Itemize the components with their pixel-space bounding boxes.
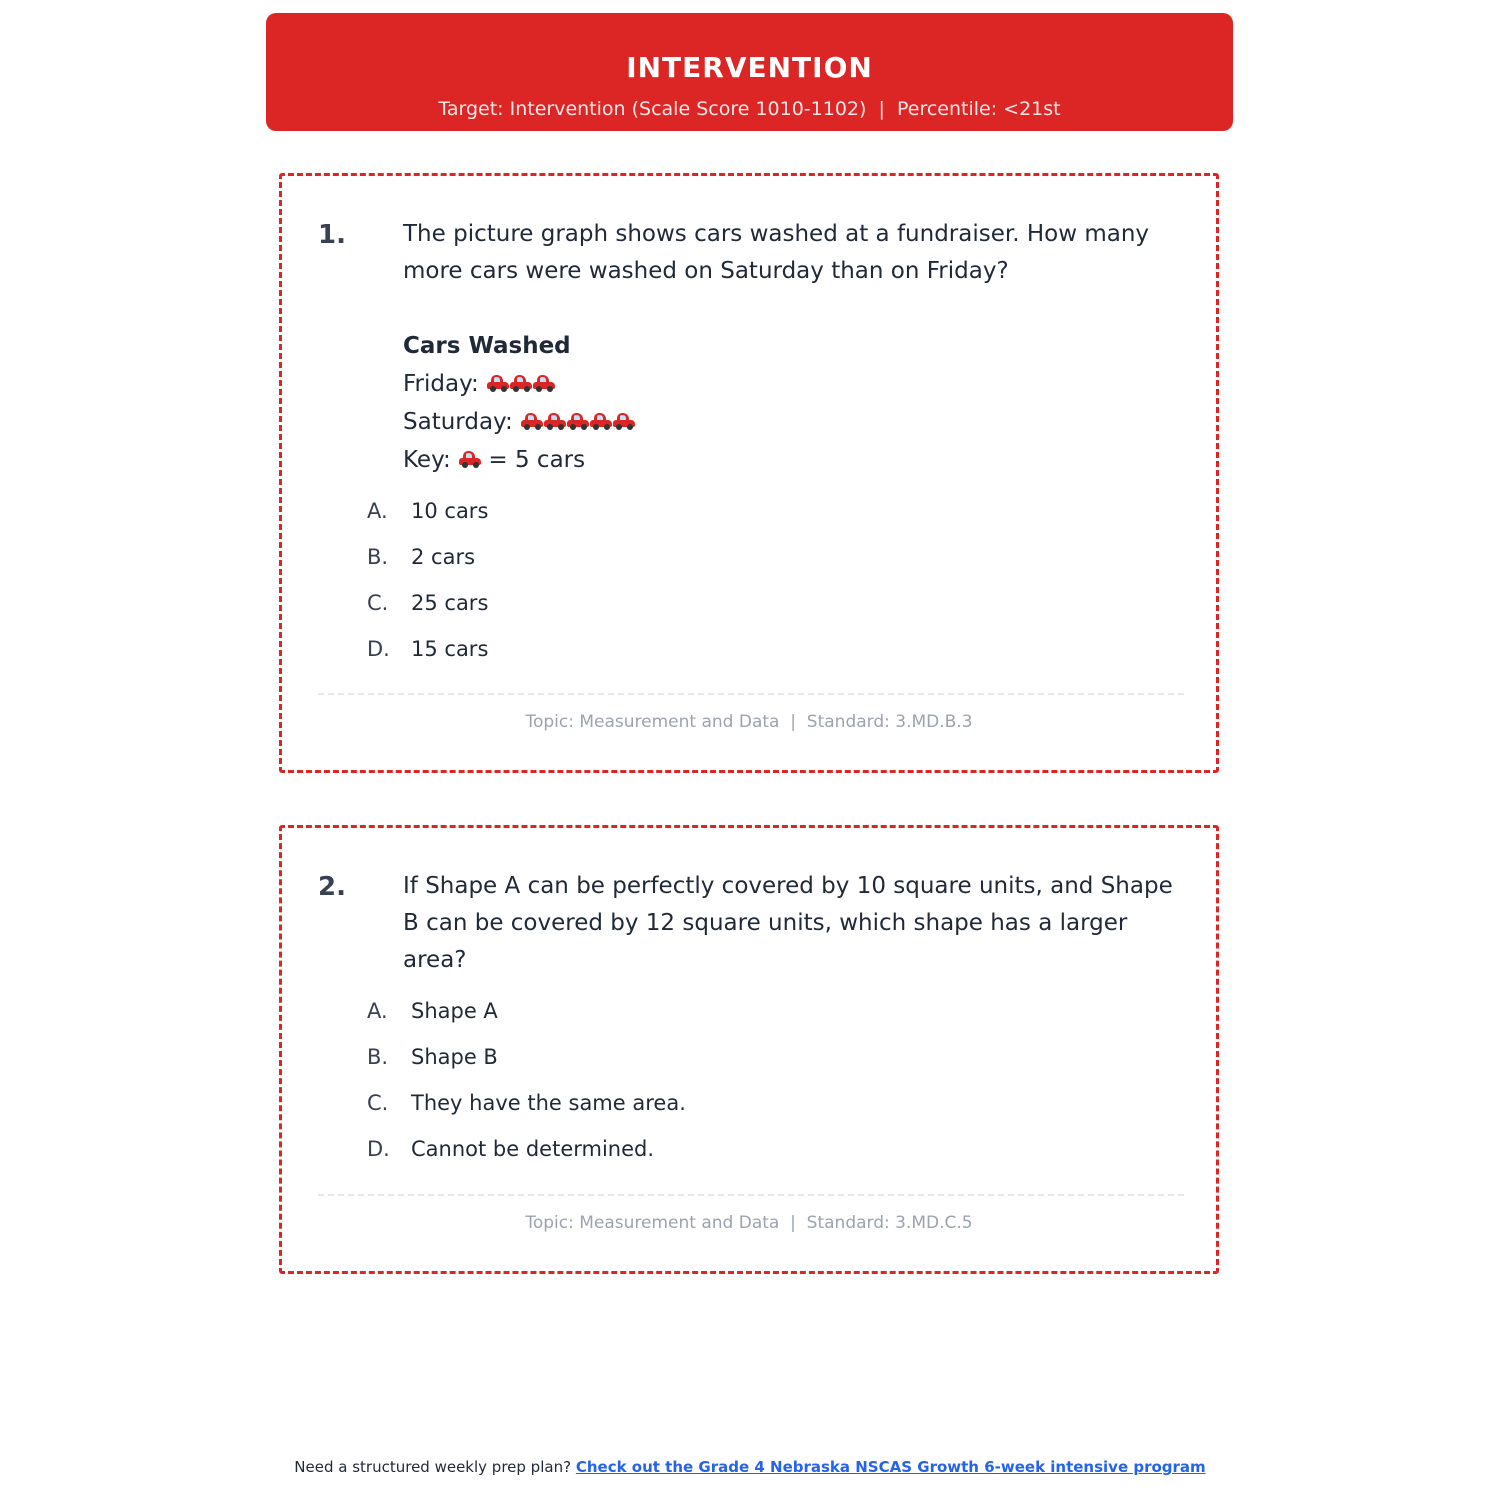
picture-graph-row-friday [403,365,635,403]
option-letter: A. [367,499,388,523]
friday-car-icons [486,371,555,397]
question-text: The picture graph shows cars washed at a fundraiser. How many more cars were washed on Saturday than on Friday? [403,221,1150,284]
question-number: 1. [318,220,346,250]
saturday-car-icons [520,409,635,435]
option-letter: D. [367,637,390,661]
question-number: 2. [318,872,346,902]
intervention-header [266,13,1233,131]
answer-options [367,996,686,1180]
option-letter: B. [367,545,389,569]
picture-graph [403,327,635,479]
question-card-2 [279,825,1219,1274]
row-label: Friday: [403,371,479,397]
option-letter: D. [367,1137,390,1161]
picture-graph-row-saturday [403,403,635,441]
red-car-icon [486,373,510,393]
red-car-icon [589,411,613,431]
picture-graph-key [403,441,635,479]
option-text: Shape A [411,999,498,1023]
question-meta: Topic: Measurement and Data | Standard: 3.MD.C.5 [525,1213,973,1233]
option-text: Cannot be determined. [411,1137,655,1161]
option-letter: B. [367,1045,389,1069]
row-label: Saturday: [403,409,513,435]
red-car-icon [566,411,590,431]
card-divider [318,1194,1184,1196]
picture-graph-title: Cars Washed [403,333,571,359]
answer-option-d[interactable] [367,634,488,680]
answer-option-b[interactable] [367,1042,686,1088]
key-text: = 5 cars [488,447,586,473]
answer-option-a[interactable] [367,996,686,1042]
header-subtitle: Target: Intervention (Scale Score 1010-1102) | Percentile: <21st [438,98,1061,120]
answer-option-a[interactable] [367,496,488,542]
red-car-icon [543,411,567,431]
answer-option-b[interactable] [367,542,488,588]
red-car-icon [509,373,533,393]
header-title: INTERVENTION [626,51,873,84]
question-card-1 [279,173,1219,773]
key-label: Key: [403,447,451,473]
option-text: Shape B [411,1045,498,1069]
option-text: 2 cars [411,545,476,569]
option-letter: C. [367,591,389,615]
option-letter: A. [367,999,388,1023]
answer-options [367,496,488,680]
option-text: 25 cars [411,591,489,615]
red-car-icon [458,449,482,469]
option-text: 10 cars [411,499,489,523]
option-text: 15 cars [411,637,489,661]
option-text: They have the same area. [411,1091,686,1115]
question-text: If Shape A can be perfectly covered by 10 square units, and Shape B can be covered by 12 square units, which shape has a larger area? [403,873,1173,973]
red-car-icon [520,411,544,431]
red-car-icon [612,411,636,431]
option-letter: C. [367,1091,389,1115]
question-meta: Topic: Measurement and Data | Standard: 3.MD.B.3 [525,712,973,732]
footer-prompt: Need a structured weekly prep plan? [294,1458,572,1476]
card-divider [318,693,1184,695]
answer-option-c[interactable] [367,588,488,634]
prep-program-link[interactable]: Check out the Grade 4 Nebraska NSCAS Growth 6-week intensive program [575,1458,1206,1476]
red-car-icon [532,373,556,393]
footer [0,1458,1500,1476]
answer-option-c[interactable] [367,1088,686,1134]
answer-option-d[interactable] [367,1134,686,1180]
